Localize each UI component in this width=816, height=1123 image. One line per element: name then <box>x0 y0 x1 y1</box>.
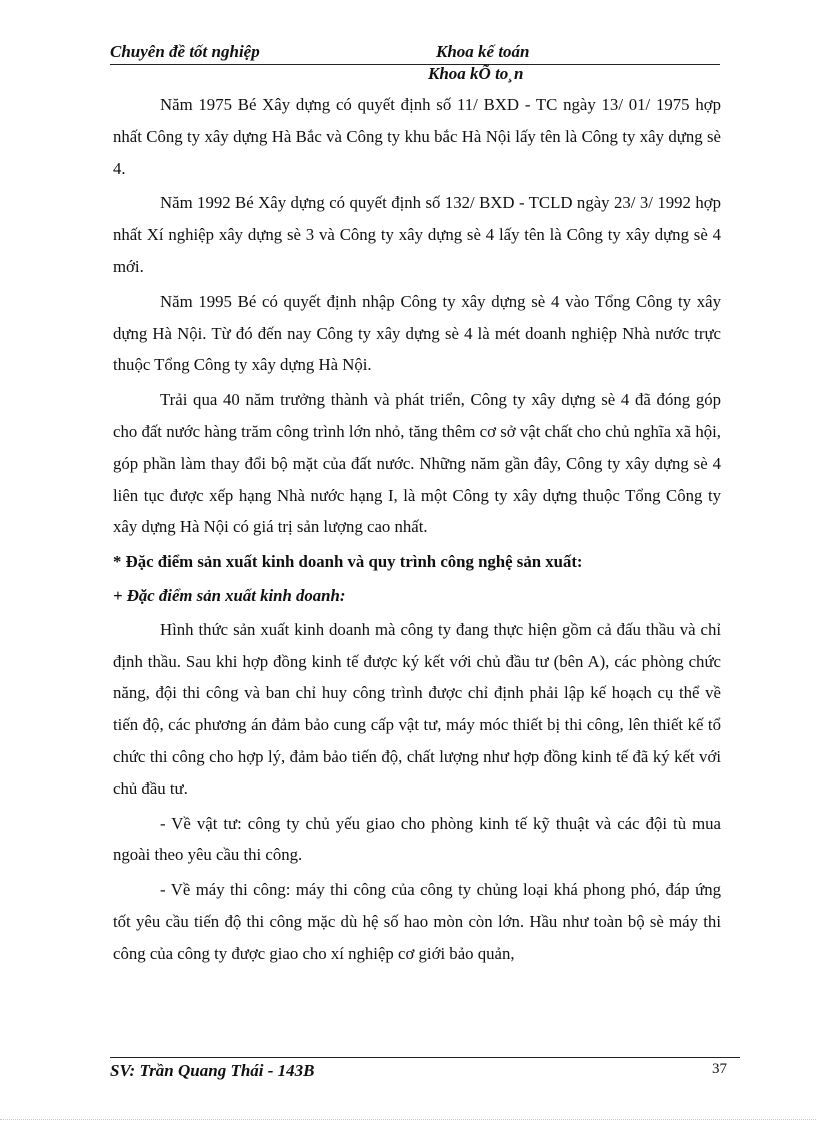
paragraph-7: - Về máy thi công: máy thi công của công ty chủng loại khá phong phó, đáp ứng tốt yêu cầu tiến độ thi công mặc dù hệ số hao mòn còn lớn. Hầu như toàn bộ sè máy thi công của công ty được giao cho xí nghiệp cơ giới bảo quản, <box>113 880 721 963</box>
document-body <box>113 89 721 973</box>
footer-divider <box>110 1057 740 1058</box>
section-heading: * Đặc điểm sản xuất kinh doanh và quy trình công nghệ sản xuất: <box>113 552 583 572</box>
paragraph-2: Năm 1992 Bé Xây dựng có quyết định số 132/ BXD - TCLD ngày 23/ 3/ 1992 hợp nhất Xí nghiệp xây dựng sè 3 và Công ty xây dựng sè 4 lấy tên là Công ty xây dựng sè 4 mới. <box>113 193 721 276</box>
page-header <box>110 42 720 64</box>
section-subheading: + Đặc điểm sản xuất kinh doanh: <box>113 585 346 605</box>
paragraph-3: Năm 1995 Bé có quyết định nhập Công ty xây dựng sè 4 vào Tổng Công ty xây dựng Hà Nội. Từ đó đến nay Công ty xây dựng sè 4 là mét doanh nghiệp Nhà nước trực thuộc Tổng Công ty xây dựng Hà Nội. <box>113 291 721 375</box>
footer-student: SV: Trần Quang Thái - 143B <box>110 1061 315 1080</box>
paragraph-5: Hình thức sản xuất kinh doanh mà công ty đang thực hiện gồm cả đấu thầu và chỉ định thầu. Sau khi hợp đồng kinh tế được ký kết với chủ đầu tư (bên A), các phòng chức năng, đội thi công và ban chỉ huy công trình được chỉ định phải lập kế hoạch cụ thể về tiến độ, các phương án đảm bảo cung cấp vật tư, máy móc thiết bị thi công, lên thiết kế tổ chức thi công cho hợp lý, đảm bảo tiến độ, chất lượng như hợp đồng kinh tế đã ký kết với chủ đầu tư. <box>113 619 721 798</box>
header-right-title: Khoa kế toán <box>436 42 530 61</box>
header-left-title: Chuyên đề tốt nghiệp <box>110 42 260 61</box>
paragraph-1: Năm 1975 Bé Xây dựng có quyết định số 11/ BXD - TC ngày 13/ 01/ 1975 hợp nhất Công ty xây dựng Hà Bắc và Công ty khu bắc Hà Nội lấy tên là Công ty xây dựng sè 4. <box>113 95 721 178</box>
paragraph-6: - Về vật tư: công ty chủ yếu giao cho phòng kinh tế kỹ thuật và các đội tù mua ngoài theo yêu cầu thi công. <box>113 813 721 865</box>
paragraph-4: Trải qua 40 năm trưởng thành và phát triển, Công ty xây dựng sè 4 đã đóng góp cho đất nước hàng trăm công trình lớn nhỏ, tăng thêm cơ sở vật chất cho chủ nghĩa xã hội, góp phần làm thay đổi bộ mặt của đất nước. Những năm gần đây, Công ty xây dựng sè 4 liên tục được xếp hạng Nhà nước hạng I, là một Công ty xây dựng thuộc Tổng Công ty xây dựng Hà Nội có giá trị sản lượng cao nhất. <box>113 390 721 537</box>
header-subtitle: Khoa kÕ to¸n <box>428 64 524 83</box>
header-divider <box>110 64 720 65</box>
page-edge-dots <box>0 1119 816 1120</box>
page-number: 37 <box>712 1061 727 1077</box>
